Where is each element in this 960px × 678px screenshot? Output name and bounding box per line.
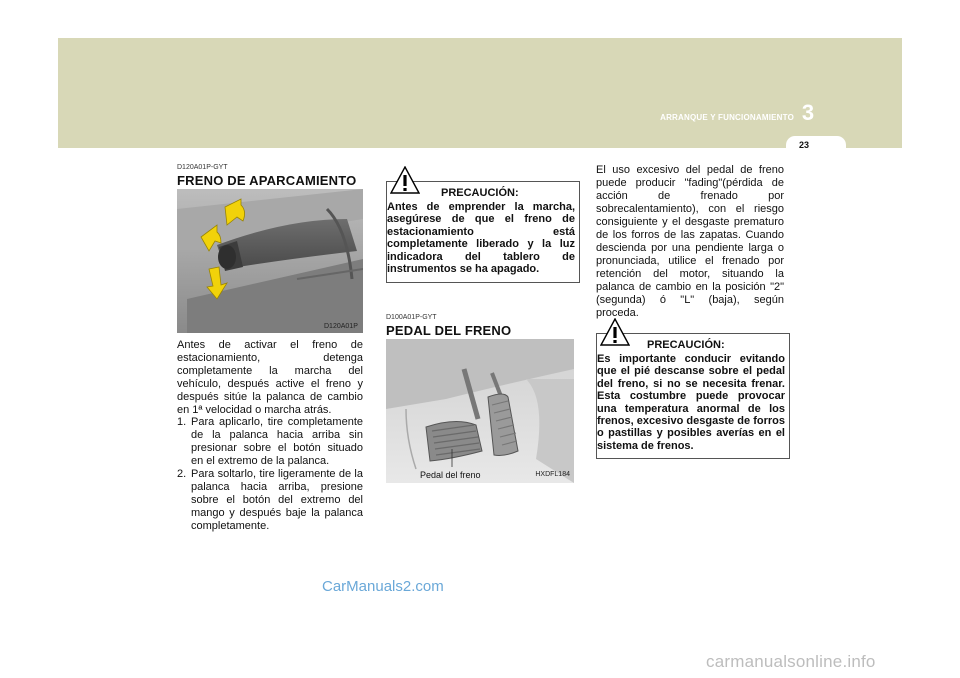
step-text: Para aplicarlo, tire completamente de la palanca hacia arriba sin presionar sobre el botón situado en el extremo de la palanca. bbox=[191, 416, 363, 467]
parking-brake-title: FRENO DE APARCAMIENTO bbox=[177, 173, 357, 188]
caution-title: PRECAUCIÓN: bbox=[441, 187, 519, 199]
parking-brake-figure bbox=[177, 189, 363, 333]
parking-brake-steps bbox=[177, 416, 363, 533]
brake-fading-text: El uso excesivo del pedal de freno puede producir "fading"(pérdida de acción de frenado por sobrecalentamiento), con el riesgo consiguiente y el desgaste prematuro de los forros de las zapatas. Cuando descienda por una pendiente larga o pronunciada, utilice el frenado por retención del motor, situando la palanca de cambio en la posición "2" (segunda) ó "L" (baja), según proceda. bbox=[596, 164, 784, 319]
brake-pedal-label: Pedal del freno bbox=[420, 470, 481, 480]
parking-brake-code: D120A01P-GYT bbox=[177, 164, 228, 171]
brake-pedal-code: D100A01P-GYT bbox=[386, 314, 437, 321]
brake-pedal-figure bbox=[386, 339, 574, 483]
brake-pedal-title: PEDAL DEL FRENO bbox=[386, 323, 512, 338]
header-band bbox=[58, 38, 902, 148]
chapter-number: 3 bbox=[801, 100, 815, 125]
caution-title: PRECAUCIÓN: bbox=[647, 339, 725, 351]
caution-text: Antes de emprender la marcha, asegúrese de que el freno de estacionamiento está completamente liberado y la luz indicadora del tablero de instrumentos se ha apagado. bbox=[387, 201, 575, 276]
direction-arrows-icon bbox=[197, 195, 257, 305]
parking-brake-figure-code: D120A01P bbox=[324, 323, 358, 330]
step-number: 2. bbox=[177, 468, 187, 480]
step-text: Para soltarlo, tire ligeramente de la palanca hacia arriba, presione sobre el botón del extremo del mango y después baje la palanca completamente. bbox=[191, 468, 363, 532]
watermark-carmanualsonline[interactable]: carmanualsonline.info bbox=[706, 652, 876, 671]
caution-box-pedal bbox=[596, 333, 790, 459]
list-item bbox=[177, 416, 363, 468]
parking-brake-intro: Antes de activar el freno de estacionamiento, detenga completamente la marcha del vehículo, después active el freno y después sitúe la palanca de cambio en 1ª velocidad o marcha atrás. bbox=[177, 339, 363, 416]
brake-pedal-illustration bbox=[386, 339, 574, 483]
watermark-carmanuals[interactable]: CarManuals2.com bbox=[322, 578, 444, 595]
step-number: 1. bbox=[177, 416, 187, 428]
brake-pedal-figure-code: HXDFL184 bbox=[535, 471, 570, 478]
list-item bbox=[177, 468, 363, 533]
section-title: ARRANQUE Y FUNCIONAMIENTO bbox=[660, 113, 794, 122]
page-number: 23 bbox=[798, 140, 809, 150]
caution-text: Es importante conducir evitando que el pié descanse sobre el pedal del freno, si no se necesita frenar. Esta costumbre puede provocar una temperatura anormal de los frenos, excesivo desgaste de forros o pastillas y posibles averías en el sistema de frenos. bbox=[597, 353, 785, 452]
warning-triangle-icon bbox=[390, 166, 420, 194]
caution-box-parking bbox=[386, 181, 580, 283]
warning-triangle-icon bbox=[600, 318, 630, 346]
